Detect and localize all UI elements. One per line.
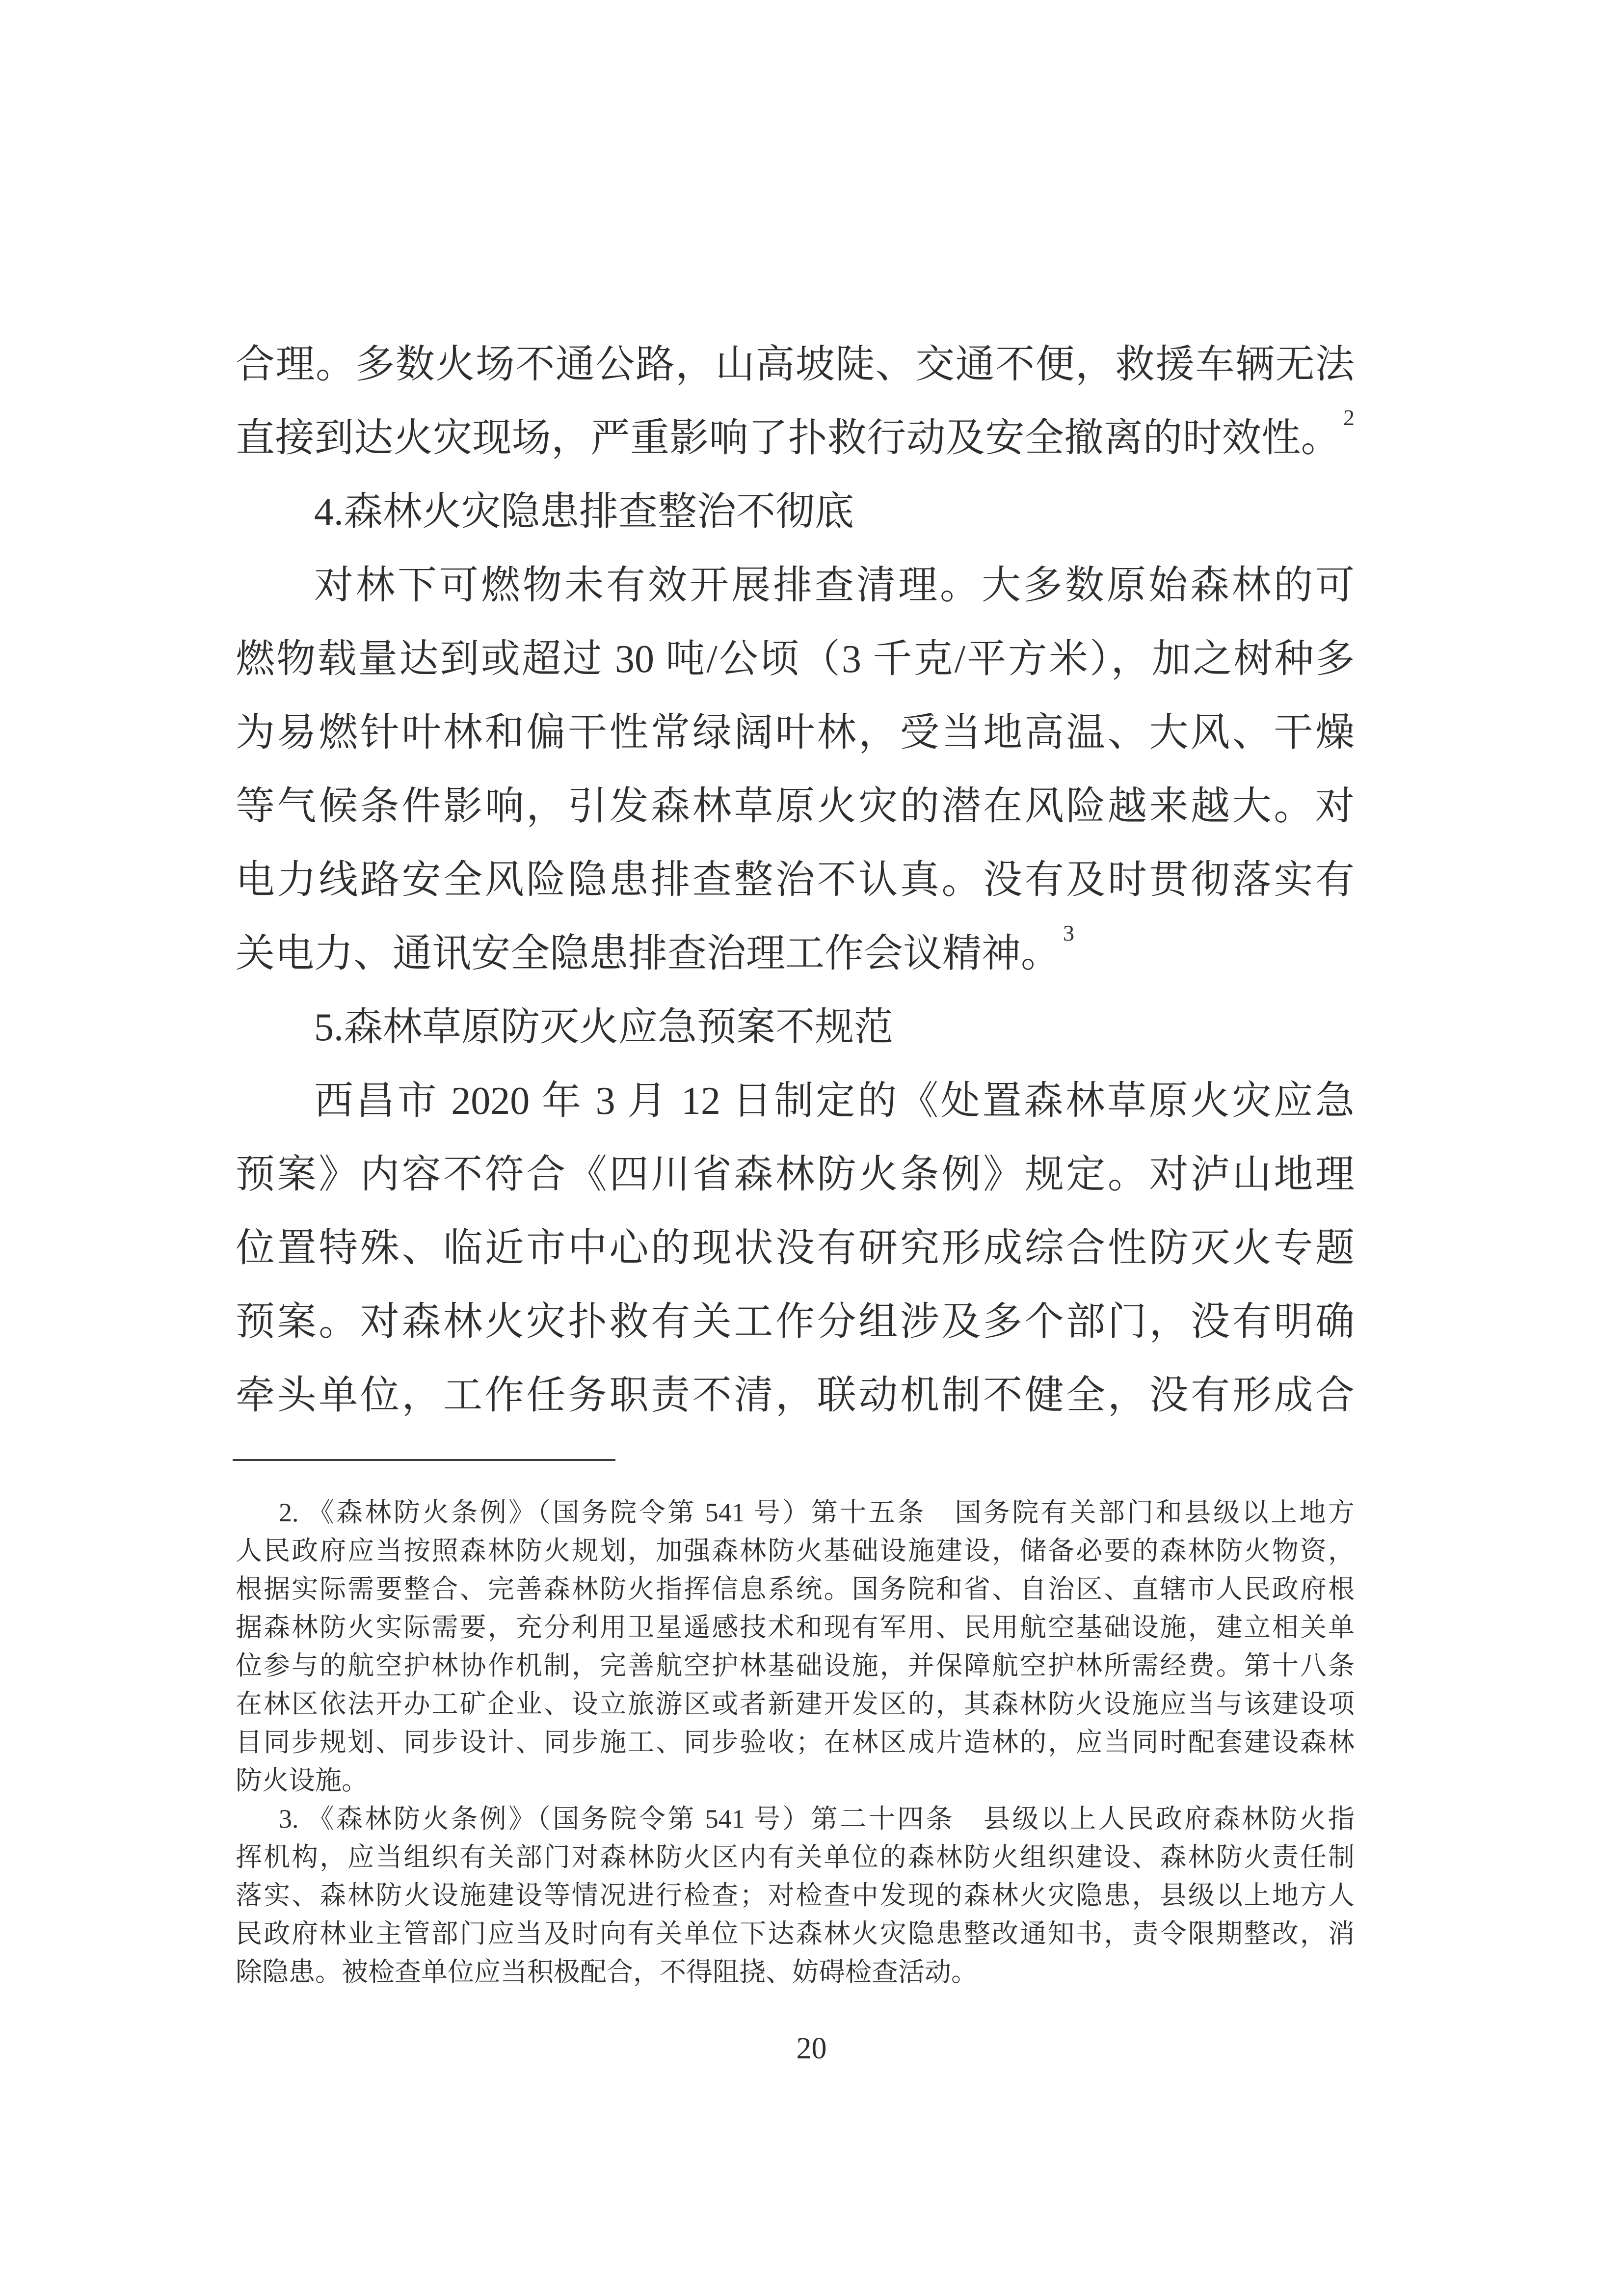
footnote-2-line: 人民政府应当按照森林防火规划，加强森林防火基础设施建设，储备必要的森林防火物资， xyxy=(236,1536,1355,1566)
footnote-3-line: 挥机构，应当组织有关部门对森林防火区内有关单位的森林防火组织建设、森林防火责任制 xyxy=(236,1842,1355,1872)
body-line: 等气候条件影响，引发森林草原火灾的潜在风险越来越大。对 xyxy=(236,785,1355,828)
body-line: 为易燃针叶林和偏干性常绿阔叶林，受当地高温、大风、干燥 xyxy=(236,711,1355,755)
body-line: 对林下可燃物未有效开展排查清理。大多数原始森林的可 xyxy=(314,564,1355,607)
footnote-3-line: 民政府林业主管部门应当及时向有关单位下达森林火灾隐患整改通知书，责令限期整改，消 xyxy=(236,1919,1355,1948)
body-line-text: 直接到达火灾现场，严重影响了扑救行动及安全撤离的时效性。 xyxy=(236,417,1340,460)
footnote-ref-3-marker: 3 xyxy=(1063,920,1074,946)
body-line: 合理。多数火场不通公路，山高坡陡、交通不便，救援车辆无法 xyxy=(236,343,1355,386)
body-line xyxy=(236,402,1355,475)
page-number: 20 xyxy=(796,2032,827,2065)
body-line: 预案。对森林火灾扑救有关工作分组涉及多个部门，没有明确 xyxy=(236,1300,1355,1344)
body-line: 西昌市 2020 年 3 月 12 日制定的《处置森林草原火灾应急 xyxy=(314,1080,1355,1123)
body-line-text: 关电力、通讯安全隐患排查治理工作会议精神。 xyxy=(236,932,1060,975)
footnote-3-line: 落实、森林防火设施建设等情况进行检查；对检查中发现的森林火灾隐患，县级以上地方人 xyxy=(236,1881,1355,1910)
footnote-2-line: 根据实际需要整合、完善森林防火指挥信息系统。国务院和省、自治区、直辖市人民政府根 xyxy=(236,1574,1355,1604)
footnote-2-line: 防火设施。 xyxy=(236,1766,368,1795)
section-heading-4: 4.森林火灾隐患排查整治不彻底 xyxy=(314,490,854,534)
footnote-separator xyxy=(233,1459,615,1461)
footnotes-section xyxy=(236,1493,1355,1991)
footnote-3-line: 3. 《森林防火条例》（国务院令第 541 号）第二十四条 县级以上人民政府森林防火指 xyxy=(279,1804,1355,1834)
body-line: 电力线路安全风险隐患排查整治不认真。没有及时贯彻落实有 xyxy=(236,859,1355,902)
footnote-2-line: 在林区依法开办工矿企业、设立旅游区或者新建开发区的，其森林防火设施应当与该建设项 xyxy=(236,1689,1355,1719)
footnote-2-line: 目同步规划、同步设计、同步施工、同步验收；在林区成片造林的，应当同时配套建设森林 xyxy=(236,1728,1355,1757)
body-line: 牵头单位，工作任务职责不清，联动机制不健全，没有形成合 xyxy=(236,1374,1355,1417)
footnote-ref-2-marker: 2 xyxy=(1343,405,1355,431)
body-line: 位置特殊、临近市中心的现状没有研究形成综合性防灭火专题 xyxy=(236,1227,1355,1270)
body-line: 预案》内容不符合《四川省森林防火条例》规定。对泸山地理 xyxy=(236,1153,1355,1196)
body-line: 燃物载量达到或超过 30 吨/公顷（3 千克/平方米），加之树种多 xyxy=(236,638,1355,681)
section-heading-5: 5.森林草原防灭火应急预案不规范 xyxy=(314,1006,893,1049)
footnote-2-line: 位参与的航空护林协作机制，完善航空护林基础设施，并保障航空护林所需经费。第十八条 xyxy=(236,1651,1355,1680)
footnote-3-line: 除隐患。被检查单位应当积极配合，不得阻挠、妨碍检查活动。 xyxy=(236,1957,978,1987)
footnote-2-line: 据森林防火实际需要，充分利用卫星遥感技术和现有军用、民用航空基础设施，建立相关单 xyxy=(236,1613,1355,1642)
footnote-2-line: 2. 《森林防火条例》（国务院令第 541 号）第十五条 国务院有关部门和县级以上地方 xyxy=(279,1498,1355,1527)
main-text xyxy=(236,328,1355,1432)
body-line xyxy=(236,917,1355,991)
